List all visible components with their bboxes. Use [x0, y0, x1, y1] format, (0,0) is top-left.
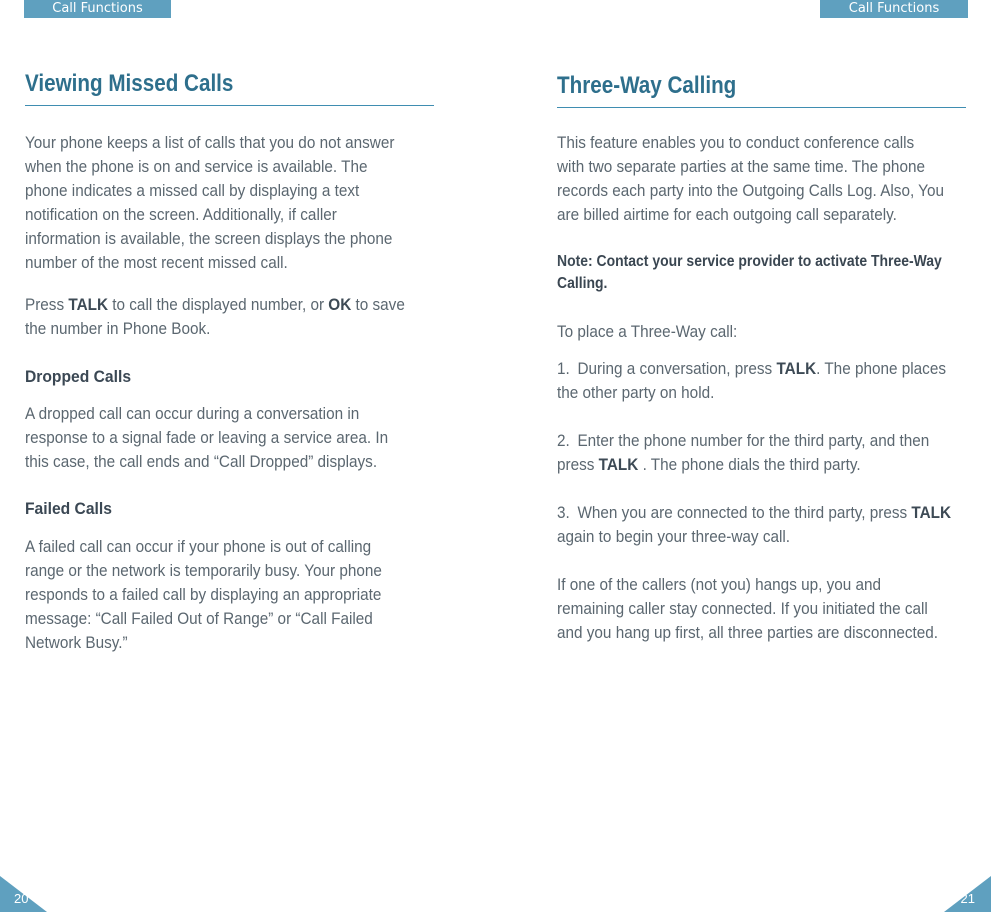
- missed-calls-intro: Your phone keeps a list of calls that you do not answer when the phone is on and service is available. The phone indicates a missed call by displaying a text notification on the screen. Additionally, if caller information is available, the screen displays the phone number of the most recent missed call.: [25, 133, 395, 272]
- place-call-intro: To place a Three-Way call:: [557, 322, 738, 341]
- note-text: Contact your service provider to activate Three-Way Calling.: [557, 253, 942, 292]
- talk-key-label: TALK: [598, 455, 639, 474]
- step-2: [557, 429, 962, 477]
- dropped-calls-text: A dropped call can occur during a conversation in response to a signal fade or leaving a service area. In this case, the call ends and “Call Dropped” displays.: [25, 404, 389, 471]
- section-tab-right: Call Functions: [820, 0, 968, 18]
- note-label: Note:: [557, 253, 593, 270]
- step-text-after: . The phone dials the third party.: [638, 455, 861, 474]
- page-title-missed-calls: Viewing Missed Calls: [25, 70, 234, 97]
- step-text-before: During a conversation, press: [577, 359, 777, 378]
- talk-key-label: TALK: [911, 503, 952, 522]
- note-block: [557, 251, 944, 295]
- press-instructions: [25, 293, 412, 341]
- page-number-right: 21: [960, 891, 975, 906]
- dropped-calls-heading: Dropped Calls: [25, 367, 132, 386]
- closing-paragraph: If one of the callers (not you) hangs up, you and remaining caller stay connected. If you initiated the call and you hang up first, all three parties are disconnected.: [557, 575, 939, 642]
- step-number: 3.: [557, 503, 570, 522]
- step-text-after: . The phone places the other party on hold.: [557, 359, 946, 402]
- press-mid: to call the displayed number, or: [108, 295, 329, 314]
- press-prefix: Press: [25, 295, 69, 314]
- page-number-left: 20: [14, 891, 29, 906]
- page-title-three-way: Three-Way Calling: [557, 72, 737, 99]
- step-text-before: Enter the phone number for the third party, and then press: [557, 431, 930, 474]
- section-tab-left: Call Functions: [24, 0, 171, 18]
- press-suffix: to save the number in Phone Book.: [25, 295, 405, 338]
- talk-key-label: TALK: [776, 359, 817, 378]
- step-text-before: When you are connected to the third party, press: [577, 503, 912, 522]
- failed-calls-heading: Failed Calls: [25, 499, 112, 518]
- step-text-after: again to begin your three-way call.: [557, 527, 791, 546]
- title-rule: [557, 107, 966, 108]
- talk-key-label: TALK: [68, 295, 109, 314]
- ok-key-label: OK: [328, 295, 352, 314]
- step-3: [557, 501, 962, 549]
- failed-calls-text: A failed call can occur if your phone is out of calling range or the network is temporarily busy. Your phone responds to a failed call by displaying an appropriate message: “Call Failed Out of Range” or “Call Failed Network Busy.”: [25, 537, 382, 652]
- step-number: 1.: [557, 359, 570, 378]
- three-way-intro: This feature enables you to conduct conference calls with two separate parties at the same time. The phone records each party into the Outgoing Calls Log. Also, You are billed airtime for each outgoing call separately.: [557, 133, 944, 224]
- title-rule: [25, 105, 434, 106]
- step-number: 2.: [557, 431, 570, 450]
- step-1: [557, 357, 962, 405]
